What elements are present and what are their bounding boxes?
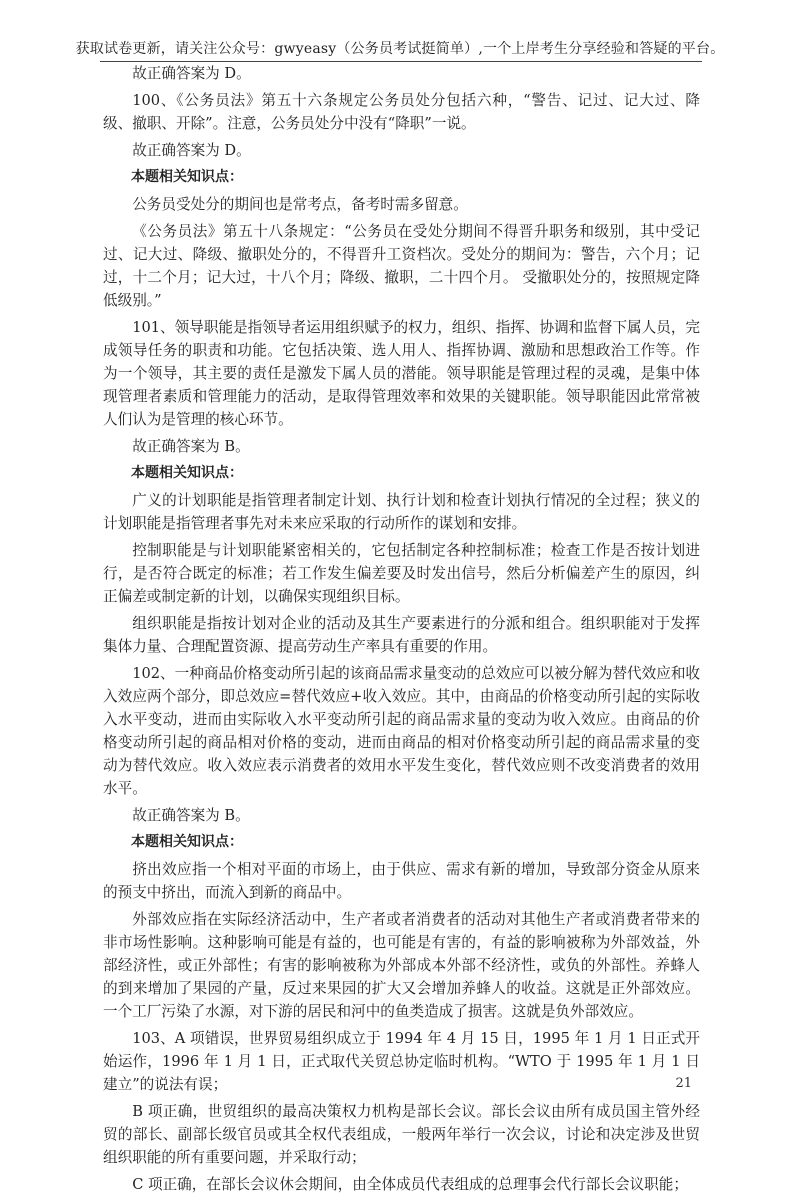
paragraph: 组织职能是指按计划对企业的活动及其生产要素进行的分派和组合。组织职能对于发挥集体力量、合理配置资源、提高劳动生产率具有重要的作用。 bbox=[103, 615, 700, 655]
paragraph: 103、A 项错误，世界贸易组织成立于 1994 年 4 月 15 日，1995 年 1 月 1 日正式开始运作，1996 年 1 月 1 日，正式取代关贸总协定临时机构。“WTO 于 1995 年 1 月 1 日建立”的说法有误； bbox=[103, 1030, 700, 1093]
paragraph: 公务员受处分的期间也是常考点，备考时需多留意。 bbox=[132, 196, 468, 213]
page-header: 获取试卷更新，请关注公众号：gwyeasy（公务员考试挺简单）,一个上岸考生分享经验和答疑的平台。 bbox=[75, 41, 725, 57]
paragraph: 《公务员法》第五十八条规定：“公务员在受处分期间不得晋升职务和级别，其中受记过、记大过、降级、撤职处分的，不得晋升工资档次。受处分的期间为：警告，六个月；记过，十二个月；记大过，十八个月；降级、撤职，二十四个月。 受撤职处分的，按照规定降低级别。” bbox=[103, 223, 700, 309]
paragraph: 100、《公务员法》第五十六条规定公务员处分包括六种，“警告、记过、记大过、降级、撤职、开除”。注意，公务员处分中没有“降职”一说。 bbox=[103, 92, 700, 132]
paragraph: 挤出效应指一个相对平面的市场上，由于供应、需求有新的增加，导致部分资金从原来的预支中挤出，而流入到新的商品中。 bbox=[103, 861, 700, 901]
section-heading: 本题相关知识点： bbox=[131, 834, 243, 850]
page-number: 21 bbox=[675, 1076, 692, 1091]
paragraph: 外部效应指在实际经济活动中，生产者或者消费者的活动对其他生产者或消费者带来的非市场性影响。这种影响可能是有益的，也可能是有害的，有益的影响被称为外部效益，外部经济性，或正外部性；有害的影响被称为外部成本外部不经济性，或负的外部性。养蜂人的到来增加了果园的产量，反过来果园的扩大又会增加养蜂人的收益。这就是正外部效应。一个工厂污染了水源，对下游的居民和河中的鱼类造成了损害。这就是负外部效应。 bbox=[103, 911, 700, 1020]
paragraph: C 项正确，在部长会议休会期间，由全体成员代表组成的总理事会代行部长会议职能； bbox=[132, 1176, 688, 1193]
paragraph: 故正确答案为 B。 bbox=[132, 438, 250, 455]
paragraph: 故正确答案为 D。 bbox=[132, 65, 251, 82]
paragraph: 故正确答案为 B。 bbox=[132, 807, 250, 824]
paragraph: 控制职能是与计划职能紧密相关的，它包括制定各种控制标准；检查工作是否按计划进行，是否符合既定的标准；若工作发生偏差要及时发出信号，然后分析偏差产生的原因，纠正偏差或制定新的计划，以确保实现组织目标。 bbox=[103, 542, 700, 605]
paragraph: 101、领导职能是指领导者运用组织赋予的权力，组织、指挥、协调和监督下属人员，完成领导任务的职责和功能。它包括决策、选人用人、指挥协调、激励和思想政治工作等。作为一个领导，其主要的责任是激发下属人员的潜能。领导职能是管理过程的灵魂，是集中体现管理者素质和管理能力的活动，是取得管理效率和效果的关键职能。领导职能因此常常被人们认为是管理的核心环节。 bbox=[103, 319, 701, 428]
section-heading: 本题相关知识点： bbox=[131, 465, 243, 481]
paragraph: 故正确答案为 D。 bbox=[132, 142, 251, 159]
paragraph: 102、一种商品价格变动所引起的该商品需求量变动的总效应可以被分解为替代效应和收入效应两个部分，即总效应=替代效应+收入效应。其中，由商品的价格变动所引起的实际收入水平变动，进而由实际收入水平变动所引起的商品需求量的变动为收入效应。由商品的价格变动所引起的商品相对价格的变动，进而由商品的相对价格变动所引起的商品需求量的变动为替代效应。收入效应表示消费者的效用水平发生变化，替代效应则不改变消费者的效用水平。 bbox=[103, 665, 701, 797]
document-body bbox=[103, 62, 700, 1200]
section-heading: 本题相关知识点： bbox=[131, 169, 243, 185]
paragraph: B 项正确，世贸组织的最高决策权力机构是部长会议。部长会议由所有成员国主管外经贸的部长、副部长级官员或其全权代表组成，一般两年举行一次会议，讨论和决定涉及世贸组织职能的所有重要问题，并采取行动； bbox=[103, 1103, 700, 1166]
paragraph: 广义的计划职能是指管理者制定计划、执行计划和检查计划执行情况的全过程；狭义的计划职能是指管理者事先对未来应采取的行动所作的谋划和安排。 bbox=[103, 492, 700, 532]
